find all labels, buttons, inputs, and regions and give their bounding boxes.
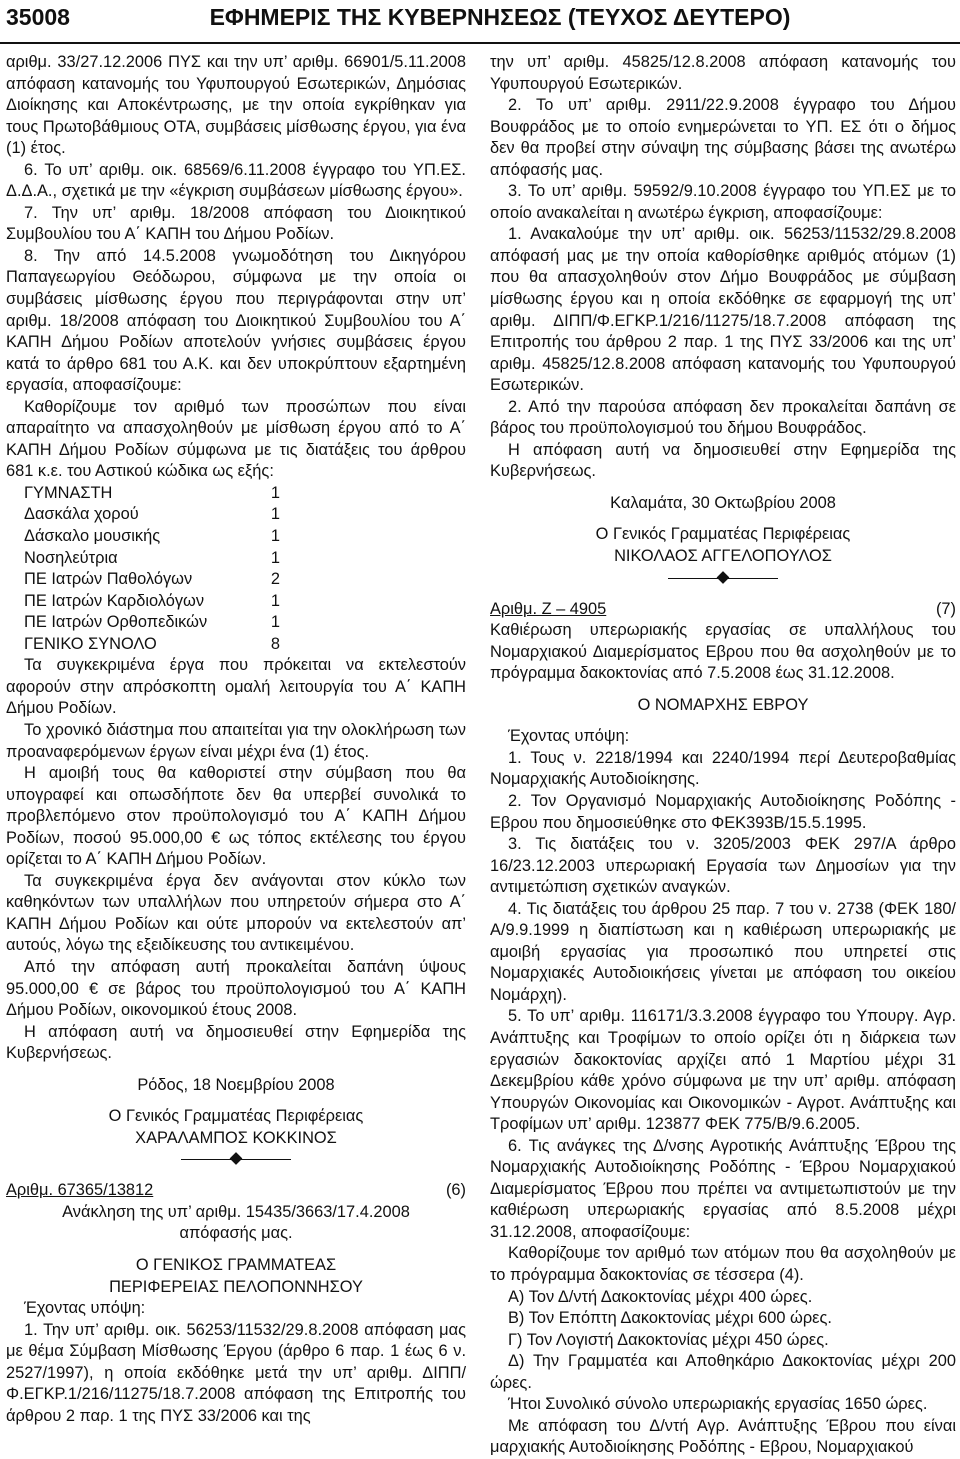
list-item: Β) Τον Επόπτη Δακοκτονίας μέχρι 600 ώρες. <box>508 1309 832 1328</box>
paragraph: Ήτοι Συνολικό σύνολο υπερωριακής εργασίας 1650 ώρες. <box>508 1395 928 1414</box>
paragraph: Το χρονικό διάστημα που απαιτείται για την ολοκλήρωση των προαναφερόμενων έργων είναι μέχρι ένα (1) έτος. <box>6 720 466 761</box>
staff-count: 1 <box>270 591 280 610</box>
paragraph: Καθορίζουμε τον αριθμό των ατόμων που θα ασχοληθούν με το πρόγραμμα δακοκτονίας σε τέσσερα (4). <box>490 1244 956 1284</box>
list-item <box>6 591 466 613</box>
staff-label: Νοσηλεύτρια <box>24 548 118 567</box>
list-item: Α) Τον Δ/ντή Δακοκτονίας μέχρι 400 ώρες. <box>508 1287 813 1306</box>
staff-label: ΠΕ Ιατρών Καρδιολόγων <box>24 591 205 610</box>
place-date: Καλαμάτα, 30 Οκτωβρίου 2008 <box>610 493 836 512</box>
right-column <box>490 52 956 1459</box>
paragraph: 5. Το υπ’ αριθμ. 116171/3.3.2008 έγγραφο του Υπουργ. Αγρ. Ανάπτυξης και Τροφίμων το οποίο ορίζει ότι η διάρκεια των εργασιών δακοκτονίας αρχίζει από 1 Μαρτίου μέχρι 31 Δεκεμβρίου κάθε χρόνο σύμφωνα με την υπ’ αριθμ. απόφαση Υπουργών Οικονομίας και Οικονομικών - Αγροτ. Ανάπτυξης και Τροφίμων υπ’ αριθμ. 123877 ΦΕΚ 775/Β/9.6.2005. <box>490 1007 956 1134</box>
decision-reference: Αριθμ. Ζ – 4905 <box>490 599 607 618</box>
paragraph: 1. Την υπ’ αριθμ. οικ. 56253/11532/29.8.2008 απόφαση μας με θέμα Σύμβαση Μίσθωσης Έργου (άρθρο 6 παρ. 1 έως 6 ν. 2527/1997), η οποία εκδόθηκε μετά την υπ’ αριθμ. ΔΙΠΠ/Φ.ΕΓΚΡ.1/216/11275/18.7.2008 απόφαση της Επιτροπής του άρθρου 2 παρ. 1 της ΠΥΣ 33/2006 και της <box>6 1320 466 1425</box>
staff-label: ΓΥΜΝΑΣΤΗ <box>24 483 113 502</box>
paragraph: Η απόφαση αυτή να δημοσιευθεί στην Εφημερίδα της Κυβερνήσεως. <box>6 1022 466 1063</box>
decision-heading <box>6 1180 466 1202</box>
paragraph: 2. Από την παρούσα απόφαση δεν προκαλείται δαπάνη σε βάρος του προϋπολογισμού του δήμου Βουφράδος. <box>490 397 956 438</box>
running-title: ΕΦΗΜΕΡΙΣ ΤΗΣ ΚΥΒΕΡΝΗΣΕΩΣ (ΤΕΥΧΟΣ ΔΕΥΤΕΡΟ) <box>209 4 791 30</box>
list-item <box>6 612 466 634</box>
having-regard: Έχοντας υπόψη: <box>508 727 630 746</box>
paragraph: Με απόφαση του Δ/ντή Αγρ. Ανάπτυξης Έβρου που είναι μαρχιακής Αυτοδιοίκησης Ροδόπης - Εβρου, Νομαρχιακού <box>490 1416 956 1457</box>
paragraph: 3. Το υπ’ αριθμ. 59592/9.10.2008 έγγραφο του ΥΠ.ΕΣ με το οποίο ανακαλείται η ανωτέρω έγκριση, αποφασίζουμε: <box>490 182 956 222</box>
paragraph: Η απόφαση αυτή να δημοσιευθεί στην Εφημερίδα της Κυβερνήσεως. <box>490 440 956 481</box>
page-number: 35008 <box>6 4 70 30</box>
list-item: Δ) Την Γραμματέα και Αποθηκάριο Δακοκτονίας μέχρι 200 ώρες. <box>490 1352 956 1392</box>
decision-title: Καθιέρωση υπερωριακής εργασίας σε υπαλλήλους του Νομαρχιακού Διαμερίσματος Εβρου που θα ασχοληθούν με το πρόγραμμα δακοκτονίας από 7.5.2008 έως 31.12.2008. <box>490 621 956 683</box>
signatory-role: Ο Γενικός Γραμματέας Περιφέρειας <box>108 1107 364 1126</box>
left-column <box>6 52 466 1427</box>
section-separator <box>181 1149 291 1170</box>
paragraph: Τα συγκεκριμένα έργα δεν ανάγονται στον κύκλο των καθηκόντων των υπαλλήλων που υπηρετούν σήμερα στο Α΄ ΚΑΠΗ Δήμου Ροδίων και ούτε μπορούν να εκτελεστούν απ’ αυτούς, λόγω της εξειδίκευσης του αντικειμένου. <box>6 871 466 955</box>
having-regard: Έχοντας υπόψη: <box>24 1299 146 1318</box>
staff-count: 1 <box>270 613 280 632</box>
paragraph: αριθμ. 33/27.12.2006 ΠΥΣ και την υπ’ αριθμ. 66901/5.11.2008 απόφαση κατανομής του Υφυπουργού Εσωτερικών, Δημόσιας Διοίκησης και Αποκέντρωσης, με την οποία εγκρίθηκαν για τους Πρωτοβάθμιους ΟΤΑ, συμβάσεις μίσθωσης έργου, για ένα (1) έτος. <box>6 53 466 158</box>
issuing-authority: ΠΕΡΙΦΕΡΕΙΑΣ ΠΕΛΟΠΟΝΝΗΣΟΥ <box>109 1277 363 1296</box>
list-item <box>6 634 466 656</box>
signatory-role: Ο Γενικός Γραμματέας Περιφέρειας <box>595 525 851 544</box>
paragraph: 2. Τον Οργανισμό Νομαρχιακής Αυτοδιοίκησης Ροδόπης - Εβρου που δημοσιεύθηκε στο ΦΕΚ393Β/15.5.1995. <box>490 791 956 832</box>
list-item <box>6 504 466 526</box>
staff-count: 8 <box>270 634 280 653</box>
list-item <box>6 483 466 505</box>
paragraph: την υπ’ αριθμ. 45825/12.8.2008 απόφαση κατανομής του Υφυπουργού Εσωτερικών. <box>490 53 956 93</box>
decision-number: (6) <box>445 1181 466 1200</box>
staff-label: ΠΕ Ιατρών Ορθοπεδικών <box>24 613 208 632</box>
staff-list <box>6 483 466 655</box>
paragraph: Από την απόφαση αυτή προκαλείται δαπάνη ύψους 95.000,00 € σε βάρος του προϋπολογισμού του Α΄ ΚΑΠΗ Δήμου Ροδίων, οικονομικού έτους 2008. <box>6 957 466 1020</box>
paragraph: 6. Τις ανάγκες της Δ/νσης Αγροτικής Ανάπτυξης Έβρου της Νομαρχιακής Αυτοδιοίκησης Ροδόπης - Έβρου Νομαρχιακού Διαμερίσματος Έβρου που πρέπει να αντιμετωπιστούν με την καθιέρωση υπερωριακής εργασίας από 8.5.2008 μέχρι 31.12.2008, αποφασίζουμε: <box>490 1136 956 1241</box>
list-item <box>6 548 466 570</box>
staff-count: 1 <box>270 527 280 546</box>
staff-count: 2 <box>270 570 280 589</box>
list-item <box>6 569 466 591</box>
list-item: Γ) Τον Λογιστή Δακοκτονίας μέχρι 450 ώρες. <box>508 1330 829 1349</box>
list-item <box>6 526 466 548</box>
signatory-name: ΧΑΡΑΛΑΜΠΟΣ ΚΟΚΚΙΝΟΣ <box>135 1128 337 1147</box>
issuing-authority: Ο ΝΟΜΑΡΧΗΣ ΕΒΡΟΥ <box>637 695 809 714</box>
section-separator <box>668 568 778 589</box>
paragraph: Η αμοιβή τους θα καθοριστεί στην σύμβαση που θα υπογραφεί και οπωσδήποτε δεν θα υπερβεί συνολικά το προβλεπόμενο στον προϋπολογισμό του Α΄ ΚΑΠΗ Δήμου Ροδίων, ποσού 95.000,00 € ως τόπος εκτέλεσης του έργου ορίζεται το Α΄ ΚΑΠΗ Δήμου Ροδίων. <box>6 764 466 869</box>
decision-reference: Αριθμ. 67365/13812 <box>6 1181 154 1200</box>
decision-title: Ανάκληση της υπ’ αριθμ. 15435/3663/17.4.2008 <box>62 1202 410 1221</box>
issuing-authority: Ο ΓΕΝΙΚΟΣ ΓΡΑΜΜΑΤΕΑΣ <box>135 1255 337 1274</box>
paragraph: 4. Τις διατάξεις του άρθρου 25 παρ. 7 του ν. 2738 (ΦΕΚ 180/Α/9.9.1999 η διαπίστωση και η καθιέρωση υπερωριακής με αμοιβή εργασίας για προσωπικό που υπηρετεί στις Νομαρχιακές Αυτοδιοικήσεις γίνεται με απόφαση του οικείου Νομάρχη). <box>490 899 956 1004</box>
signatory-name: ΝΙΚΟΛΑΟΣ ΑΓΓΕΛΟΠΟΥΛΟΣ <box>614 547 832 566</box>
paragraph: Καθορίζουμε τον αριθμό των προσώπων που είναι απαραίτητο να απασχοληθούν με μίσθωση έργου από το Α΄ ΚΑΠΗ Δήμου Ροδίων σύμφωνα με τις διατάξεις του άρθρου 681 κ.ε. του Αστικού κώδικα ως εξής: <box>6 397 466 481</box>
paragraph: 3. Τις διατάξεις του ν. 3205/2003 ΦΕΚ 297/Α άρθρο 16/23.12.2003 υπερωριακή Εργασία των Δημοσίων για την αντιμετώπιση σχετικών αναγκών. <box>490 835 956 897</box>
decision-heading <box>490 599 956 621</box>
paragraph: 1. Ανακαλούμε την υπ’ αριθμ. οικ. 56253/11532/29.8.2008 απόφασή μας με την οποία καθορίσθηκε αριθμός ατόμων (1) που θα απασχοληθούν στον Δήμο Βουφράδος με σύμβαση μίσθωσης έργου και η οποία εκδόθηκε σε εφαρμογή της υπ’ αριθμ. ΔΙΠΠ/Φ.ΕΓΚΡ.1/216/11275/18.7.2008 απόφαση της Επιτροπής του άρθρου 2 παρ. 1 της ΠΥΣ 33/2006 και της υπ’ αριθμ. 45825/12.8.2008 απόφαση κατανομής του Υφυπουργού Εσωτερικών. <box>490 225 956 395</box>
decision-title: απόφασής μας. <box>179 1224 293 1243</box>
staff-label: ΓΕΝΙΚΟ ΣΥΝΟΛΟ <box>24 634 157 653</box>
paragraph: 7. Την υπ’ αριθμ. 18/2008 απόφαση του Διοικητικού Συμβουλίου του Α΄ ΚΑΠΗ του Δήμου Ροδίων. <box>6 203 466 244</box>
staff-count: 1 <box>270 483 280 502</box>
place-date: Ρόδος, 18 Νοεμβρίου 2008 <box>137 1075 335 1094</box>
paragraph: 2. Το υπ’ αριθμ. 2911/22.9.2008 έγγραφο του Δήμου Βουφράδος με το οποίο ενημερώνεται το ΥΠ. ΕΣ ότι ο δήμος δεν θα προβεί στην σύναψη της σύμβασης βάσει της ανωτέρω απόφασής μας. <box>490 96 956 179</box>
paragraph: 6. Το υπ’ αριθμ. οικ. 68569/6.11.2008 έγγραφο του ΥΠ.ΕΣ. Δ.Δ.Α., σχετικά με την «έγκριση συμβάσεων μίσθωσης έργου». <box>6 160 466 201</box>
paragraph: 8. Την από 14.5.2008 γνωμοδότηση του Δικηγόρου Παπαγεωργίου Θεόδωρου, σύμφωνα με την οποία οι συμβάσεις μίσθωσης έργου που περιγράφονται στην υπ’ αριθμ. 18/2008 απόφαση του Διοικητικού Συμβουλίου του Α΄ ΚΑΠΗ Δήμου Ροδίων αποτελούν γνήσιες συμβάσεις έργου κατά το άρθρο 681 του Α.Κ. και δεν υποκρύπτουν εξαρτημένη εργασία, αποφασίζουμε: <box>6 246 466 395</box>
decision-number: (7) <box>935 599 956 618</box>
staff-label: Δάσκαλο μουσικής <box>24 527 161 546</box>
page-header <box>0 0 960 44</box>
paragraph: 1. Τους ν. 2218/1994 και 2240/1994 περί Δευτεροβαθμίας Νομαρχιακής Αυτοδιοίκησης. <box>490 748 956 789</box>
staff-count: 1 <box>270 548 280 567</box>
staff-count: 1 <box>270 505 280 524</box>
paragraph: Τα συγκεκριμένα έργα που πρόκειται να εκτελεστούν αφορούν στην απρόσκοπτη ομαλή λειτουργία του Α΄ ΚΑΠΗ Δήμου Ροδίων. <box>6 656 466 718</box>
staff-label: Δασκάλα χορού <box>24 505 139 524</box>
staff-label: ΠΕ Ιατρών Παθολόγων <box>24 570 193 589</box>
